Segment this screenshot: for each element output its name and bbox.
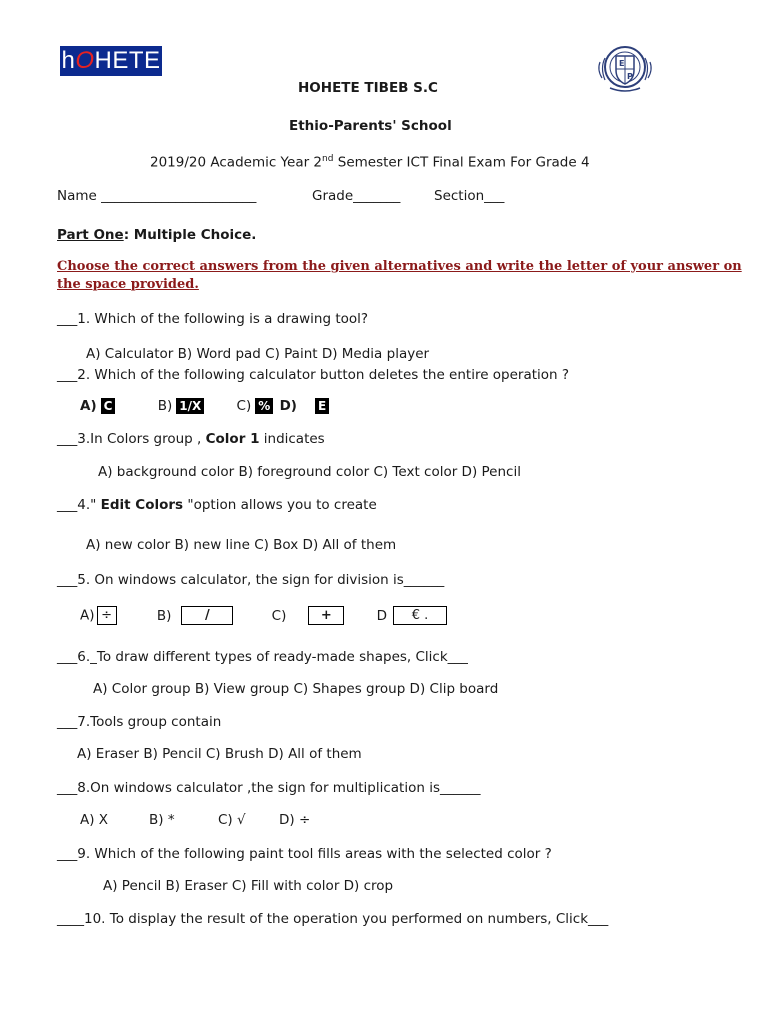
question-7: ___7.Tools group contain [57,714,222,730]
svg-text:P: P [627,72,633,81]
question-8-option-a: A) X [80,812,109,828]
slash-sign-box: / [181,606,233,625]
division-sign-box: ÷ [97,606,117,625]
question-8-option-d: D) ÷ [279,812,311,828]
question-6-options: A) Color group B) View group C) Shapes group D) Clip board [93,681,499,697]
school-crest-icon [596,40,654,96]
plus-sign-box: + [308,606,344,625]
question-9: ___9. Which of the following paint tool fills areas with the selected color ? [57,846,552,862]
school-name: Ethio-Parents' School [289,118,452,134]
question-9-options: A) Pencil B) Eraser C) Fill with color D) crop [103,878,394,894]
hohete-logo: hOHETE [61,47,161,74]
question-8-option-c: C) √ [218,812,246,828]
calc-key-e: E [315,398,329,414]
question-4-options: A) new color B) new line C) Box D) All of them [86,537,397,553]
question-7-options: A) Eraser B) Pencil C) Brush D) All of them [77,746,362,762]
company-name: HOHETE TIBEB S.C [298,80,438,96]
name-field[interactable]: Name _______________________ [57,188,257,204]
question-6: ___6._To draw different types of ready-made shapes, Click___ [57,649,468,665]
question-2-options: A) C B) 1/X C) % D) E [80,398,329,414]
exam-title: 2019/20 Academic Year 2nd Semester ICT Final Exam For Grade 4 [150,154,590,171]
calc-key-c: C [101,398,116,414]
question-2: ___2. Which of the following calculator button deletes the entire operation ? [57,367,570,383]
instruction-line-2: the space provided. [57,277,199,292]
instruction-line-1: Choose the correct answers from the given alternatives and write the letter of your answer on [57,259,742,274]
question-8-option-b: B) * [149,812,175,828]
part-heading: Part One: Multiple Choice. [57,227,257,243]
question-5: ___5. On windows calculator, the sign for division is______ [57,572,445,588]
question-10: ____10. To display the result of the operation you performed on numbers, Click___ [57,911,609,927]
calc-key-reciprocal: 1/X [176,398,204,414]
question-8: ___8.On windows calculator ,the sign for multiplication is______ [57,780,481,796]
question-4: ___4." Edit Colors "option allows you to create [57,497,377,513]
svg-text:E: E [619,59,625,68]
question-3-options: A) background color B) foreground color C) Text color D) Pencil [98,464,521,480]
question-1-options: A) Calculator B) Word pad C) Paint D) Media player [86,346,430,362]
question-5-options: A) ÷ B) / C) + D € . [80,606,447,625]
euro-sign-box: € . [393,606,447,625]
calc-key-percent: % [255,398,273,414]
section-field[interactable]: Section___ [434,188,505,204]
question-1: ___1. Which of the following is a drawing tool? [57,311,369,327]
grade-field[interactable]: Grade_______ [312,188,401,204]
question-3: ___3.In Colors group , Color 1 indicates [57,431,325,447]
